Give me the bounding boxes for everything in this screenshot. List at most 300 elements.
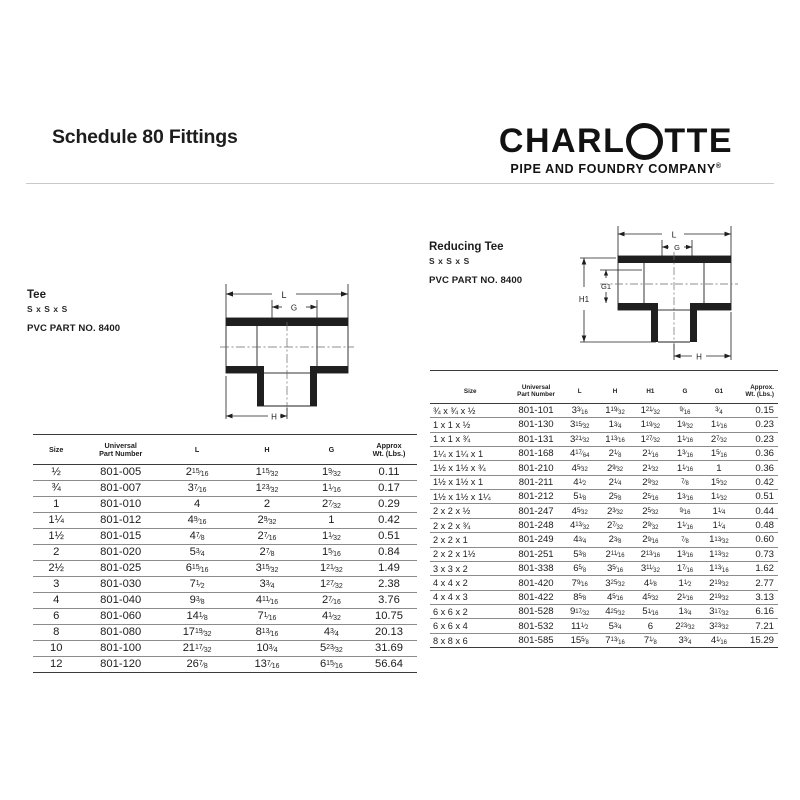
cell-g1: 219⁄32 bbox=[702, 590, 737, 604]
cell-h: 713⁄16 bbox=[598, 633, 633, 647]
cell-h: 21⁄8 bbox=[598, 446, 633, 460]
cell-g1: 15⁄32 bbox=[702, 475, 737, 489]
cell-wt: 0.36 bbox=[736, 461, 778, 475]
cell-size: 8 x 8 x 6 bbox=[430, 633, 510, 647]
cell-h: 425⁄32 bbox=[598, 605, 633, 619]
cell-h: 325⁄32 bbox=[598, 576, 633, 590]
cell-h: 27⁄16 bbox=[232, 528, 302, 544]
cell-g: 7⁄8 bbox=[668, 475, 701, 489]
reducing-tee-table-body bbox=[430, 403, 778, 647]
col-header-weight bbox=[361, 438, 417, 464]
cell-part_number: 801-248 bbox=[510, 518, 561, 532]
cell-g: 19⁄32 bbox=[302, 464, 361, 480]
cell-l: 1719⁄32 bbox=[162, 624, 232, 640]
cell-wt: 3.13 bbox=[736, 590, 778, 604]
cell-l: 141⁄8 bbox=[162, 608, 232, 624]
cell-wt: 0.84 bbox=[361, 544, 417, 560]
table-row bbox=[430, 403, 778, 417]
cell-h: 2 bbox=[232, 496, 302, 512]
logo-subtitle bbox=[471, 162, 761, 176]
table-header-row bbox=[430, 381, 778, 403]
col-header-l: L bbox=[194, 445, 200, 455]
cell-g: 17⁄16 bbox=[668, 561, 701, 575]
cell-g1: 11⁄4 bbox=[702, 518, 737, 532]
cell-part_number: 801-247 bbox=[510, 504, 561, 518]
cell-size: 1 x 1 x ¾ bbox=[430, 432, 510, 446]
col-header-line1: Approx. bbox=[750, 384, 774, 391]
col-header-g: G bbox=[328, 445, 335, 455]
product-name: Tee bbox=[27, 289, 46, 301]
cell-h1: 127⁄32 bbox=[632, 432, 668, 446]
cell-size: 1 x 1 x ½ bbox=[430, 418, 510, 432]
cell-part_number: 801-212 bbox=[510, 490, 561, 504]
cell-h: 23⁄32 bbox=[598, 504, 633, 518]
cell-l: 615⁄16 bbox=[162, 560, 232, 576]
cell-g: 9⁄16 bbox=[668, 504, 701, 518]
cell-h: 71⁄16 bbox=[232, 608, 302, 624]
dimension-label-G: G bbox=[674, 243, 680, 252]
dimension-label-G: G bbox=[290, 303, 298, 313]
cell-part_number: 801-007 bbox=[79, 480, 162, 496]
cell-g1: 3⁄4 bbox=[702, 403, 737, 417]
cell-l: 85⁄8 bbox=[562, 590, 598, 604]
cell-h1: 25⁄32 bbox=[632, 504, 668, 518]
cell-h1: 29⁄32 bbox=[632, 518, 668, 532]
col-header-part-number bbox=[79, 438, 162, 464]
cell-wt: 6.16 bbox=[736, 605, 778, 619]
table-row bbox=[430, 461, 778, 475]
cell-g: 11⁄2 bbox=[668, 576, 701, 590]
cell-part_number: 801-012 bbox=[79, 512, 162, 528]
charlotte-pipe-logo bbox=[471, 122, 761, 176]
cell-h1: 6 bbox=[632, 619, 668, 633]
table-row bbox=[430, 633, 778, 647]
product-connection: S x S x S bbox=[27, 304, 68, 315]
cell-wt: 10.75 bbox=[361, 608, 417, 624]
tee-table-body bbox=[33, 464, 417, 672]
cell-part_number: 801-040 bbox=[79, 592, 162, 608]
table-row bbox=[33, 608, 417, 624]
col-header-part-number bbox=[510, 381, 561, 403]
cell-size: 1 bbox=[33, 496, 79, 512]
cell-wt: 7.21 bbox=[736, 619, 778, 633]
dimension-label-H1: H1 bbox=[578, 295, 590, 304]
cell-g1: 41⁄16 bbox=[702, 633, 737, 647]
cell-wt: 0.17 bbox=[361, 480, 417, 496]
cell-l: 4 bbox=[162, 496, 232, 512]
tee-cross-section-diagram bbox=[216, 276, 401, 431]
table-row bbox=[33, 496, 417, 512]
cell-size: 6 bbox=[33, 608, 79, 624]
table-header-row bbox=[33, 438, 417, 464]
cell-part_number: 801-015 bbox=[79, 528, 162, 544]
cell-wt: 1.49 bbox=[361, 560, 417, 576]
table-row bbox=[430, 533, 778, 547]
dimension-label-H: H bbox=[696, 352, 702, 362]
cell-g: 9⁄16 bbox=[668, 403, 701, 417]
cell-g1: 27⁄32 bbox=[702, 432, 737, 446]
table-row bbox=[33, 512, 417, 528]
cell-size: 3 x 3 x 2 bbox=[430, 561, 510, 575]
cell-g: 11⁄16 bbox=[668, 432, 701, 446]
reducing-tee-spec-table bbox=[430, 370, 778, 648]
cell-h: 23⁄8 bbox=[598, 533, 633, 547]
cell-g: 13⁄16 bbox=[668, 547, 701, 561]
table-row bbox=[33, 544, 417, 560]
cell-l: 43⁄4 bbox=[562, 533, 598, 547]
dimension-label-L: L bbox=[281, 290, 287, 300]
cell-h1: 51⁄16 bbox=[632, 605, 668, 619]
cell-g: 43⁄4 bbox=[302, 624, 361, 640]
cell-h: 315⁄32 bbox=[232, 560, 302, 576]
cell-h: 25⁄8 bbox=[598, 490, 633, 504]
cell-g1: 113⁄16 bbox=[702, 561, 737, 575]
cell-part_number: 801-420 bbox=[510, 576, 561, 590]
cell-size: 4 bbox=[33, 592, 79, 608]
logo-subtitle-text: PIPE AND FOUNDRY COMPANY bbox=[510, 162, 716, 176]
cell-h: 119⁄32 bbox=[598, 403, 633, 417]
cell-h: 35⁄16 bbox=[598, 561, 633, 575]
cell-h: 211⁄16 bbox=[598, 547, 633, 561]
cell-h1: 213⁄16 bbox=[632, 547, 668, 561]
cell-l: 53⁄4 bbox=[162, 544, 232, 560]
cell-l: 215⁄16 bbox=[162, 464, 232, 480]
cell-wt: 0.48 bbox=[736, 518, 778, 532]
cell-size: 6 x 6 x 2 bbox=[430, 605, 510, 619]
cell-part_number: 801-025 bbox=[79, 560, 162, 576]
cell-h1: 121⁄32 bbox=[632, 403, 668, 417]
cell-g1: 323⁄32 bbox=[702, 619, 737, 633]
cell-wt: 20.13 bbox=[361, 624, 417, 640]
cell-g1: 11⁄16 bbox=[702, 418, 737, 432]
cell-l: 315⁄32 bbox=[562, 418, 598, 432]
cell-size: 4 x 4 x 2 bbox=[430, 576, 510, 590]
product-name: Reducing Tee bbox=[429, 241, 504, 253]
cell-g: 11⁄32 bbox=[302, 528, 361, 544]
col-header-line1: Universal bbox=[104, 441, 137, 450]
cell-part_number: 801-249 bbox=[510, 533, 561, 547]
cell-part_number: 801-010 bbox=[79, 496, 162, 512]
cell-size: 1½ x 1½ x ¾ bbox=[430, 461, 510, 475]
cell-size: 2 x 2 x 1½ bbox=[430, 547, 510, 561]
cell-l: 37⁄16 bbox=[162, 480, 232, 496]
cell-wt: 0.11 bbox=[361, 464, 417, 480]
registered-mark-icon: ® bbox=[715, 162, 722, 170]
cell-h: 27⁄8 bbox=[232, 544, 302, 560]
cell-part_number: 801-005 bbox=[79, 464, 162, 480]
cell-l: 45⁄32 bbox=[562, 504, 598, 518]
table-row bbox=[33, 592, 417, 608]
cell-size: 1½ x 1½ x 1¼ bbox=[430, 490, 510, 504]
cell-l: 155⁄8 bbox=[562, 633, 598, 647]
cell-h: 813⁄16 bbox=[232, 624, 302, 640]
cell-wt: 0.36 bbox=[736, 446, 778, 460]
cell-h: 21⁄4 bbox=[598, 475, 633, 489]
cell-g: 1 bbox=[302, 512, 361, 528]
cell-part_number: 801-080 bbox=[79, 624, 162, 640]
cell-size: 6 x 6 x 4 bbox=[430, 619, 510, 633]
cell-part_number: 801-100 bbox=[79, 640, 162, 656]
cell-h: 53⁄4 bbox=[598, 619, 633, 633]
cell-g: 13⁄16 bbox=[668, 446, 701, 460]
cell-g: 21⁄16 bbox=[668, 590, 701, 604]
cell-l: 93⁄8 bbox=[162, 592, 232, 608]
col-header-line1: Approx bbox=[376, 441, 402, 450]
cell-h: 123⁄32 bbox=[232, 480, 302, 496]
col-header-size: Size bbox=[49, 445, 64, 455]
table-row bbox=[430, 590, 778, 604]
col-header-line2: Part Number bbox=[517, 391, 555, 399]
cell-size: 1¼ x 1¼ x 1 bbox=[430, 446, 510, 460]
cell-l: 51⁄8 bbox=[562, 490, 598, 504]
cell-size: 2 bbox=[33, 544, 79, 560]
cell-g: 615⁄16 bbox=[302, 656, 361, 672]
logo-word-part2: TTE bbox=[664, 121, 734, 160]
cell-wt: 0.23 bbox=[736, 432, 778, 446]
col-header-line1: Universal bbox=[521, 384, 551, 391]
cell-size: ½ bbox=[33, 464, 79, 480]
cell-g: 33⁄4 bbox=[668, 633, 701, 647]
cell-l: 49⁄16 bbox=[162, 512, 232, 528]
cell-l: 65⁄8 bbox=[562, 561, 598, 575]
cell-l: 47⁄8 bbox=[162, 528, 232, 544]
table-row bbox=[430, 475, 778, 489]
cell-l: 111⁄2 bbox=[562, 619, 598, 633]
cell-h1: 21⁄16 bbox=[632, 446, 668, 460]
cell-l: 45⁄32 bbox=[562, 461, 598, 475]
logo-word-part1: CHARL bbox=[498, 121, 626, 160]
cell-wt: 0.44 bbox=[736, 504, 778, 518]
table-row bbox=[33, 480, 417, 496]
cell-g: 523⁄32 bbox=[302, 640, 361, 656]
product-connection: S x S x S bbox=[429, 256, 470, 267]
cell-h1: 311⁄32 bbox=[632, 561, 668, 575]
cell-wt: 0.73 bbox=[736, 547, 778, 561]
cell-l: 267⁄8 bbox=[162, 656, 232, 672]
table-row bbox=[33, 640, 417, 656]
cell-g1: 113⁄32 bbox=[702, 533, 737, 547]
cell-part_number: 801-210 bbox=[510, 461, 561, 475]
cell-l: 321⁄32 bbox=[562, 432, 598, 446]
col-header-g: G bbox=[682, 387, 688, 395]
table-row bbox=[430, 446, 778, 460]
product-label-reducing-tee bbox=[429, 240, 522, 286]
cell-size: 2 x 2 x ¾ bbox=[430, 518, 510, 532]
cell-wt: 0.15 bbox=[736, 403, 778, 417]
cell-h: 13⁄4 bbox=[598, 418, 633, 432]
cell-l: 53⁄8 bbox=[562, 547, 598, 561]
cell-wt: 56.64 bbox=[361, 656, 417, 672]
logo-ring-o-icon bbox=[626, 123, 663, 160]
cell-size: 4 x 4 x 3 bbox=[430, 590, 510, 604]
table-row bbox=[33, 576, 417, 592]
cell-wt: 31.69 bbox=[361, 640, 417, 656]
col-header-h: H bbox=[264, 445, 270, 455]
header-divider bbox=[26, 183, 774, 184]
cell-wt: 0.42 bbox=[361, 512, 417, 528]
cell-size: 2½ bbox=[33, 560, 79, 576]
cell-g1: 11⁄4 bbox=[702, 504, 737, 518]
table-row bbox=[430, 561, 778, 575]
table-top-rule bbox=[430, 371, 778, 382]
cell-size: 1½ bbox=[33, 528, 79, 544]
cell-size: 10 bbox=[33, 640, 79, 656]
cell-g: 7⁄8 bbox=[668, 533, 701, 547]
cell-l: 413⁄32 bbox=[562, 518, 598, 532]
cell-l: 33⁄16 bbox=[562, 403, 598, 417]
cell-h1: 29⁄32 bbox=[632, 475, 668, 489]
col-header-weight bbox=[736, 381, 778, 403]
product-part-number: PVC PART NO. 8400 bbox=[27, 323, 121, 335]
cell-part_number: 801-532 bbox=[510, 619, 561, 633]
cell-g: 41⁄32 bbox=[302, 608, 361, 624]
cell-g: 11⁄16 bbox=[302, 480, 361, 496]
cell-part_number: 801-338 bbox=[510, 561, 561, 575]
cell-part_number: 801-130 bbox=[510, 418, 561, 432]
cell-l: 417⁄64 bbox=[562, 446, 598, 460]
cell-part_number: 801-251 bbox=[510, 547, 561, 561]
cell-part_number: 801-131 bbox=[510, 432, 561, 446]
cell-h: 103⁄4 bbox=[232, 640, 302, 656]
cell-part_number: 801-168 bbox=[510, 446, 561, 460]
cell-g1: 15⁄16 bbox=[702, 446, 737, 460]
cell-part_number: 801-120 bbox=[79, 656, 162, 672]
cell-l: 41⁄2 bbox=[562, 475, 598, 489]
table-row bbox=[430, 490, 778, 504]
table-row bbox=[33, 656, 417, 672]
cell-g: 13⁄4 bbox=[668, 605, 701, 619]
cell-g: 11⁄16 bbox=[668, 518, 701, 532]
cell-h1: 25⁄16 bbox=[632, 490, 668, 504]
cell-wt: 15.29 bbox=[736, 633, 778, 647]
cell-h: 29⁄32 bbox=[598, 461, 633, 475]
cell-size: 1¼ bbox=[33, 512, 79, 528]
product-label-tee bbox=[27, 288, 120, 334]
cell-wt: 2.77 bbox=[736, 576, 778, 590]
logo-wordmark bbox=[471, 122, 761, 159]
cell-size: 2 x 2 x ½ bbox=[430, 504, 510, 518]
cell-g1: 317⁄32 bbox=[702, 605, 737, 619]
cell-h1: 29⁄16 bbox=[632, 533, 668, 547]
cell-h1: 45⁄32 bbox=[632, 590, 668, 604]
cell-part_number: 801-030 bbox=[79, 576, 162, 592]
product-part-number: PVC PART NO. 8400 bbox=[429, 275, 523, 287]
cell-part_number: 801-101 bbox=[510, 403, 561, 417]
cell-part_number: 801-422 bbox=[510, 590, 561, 604]
cell-size: 3 bbox=[33, 576, 79, 592]
cell-g: 127⁄32 bbox=[302, 576, 361, 592]
cell-g: 11⁄16 bbox=[668, 461, 701, 475]
reducing-tee-cross-section-diagram bbox=[570, 222, 770, 369]
cell-part_number: 801-020 bbox=[79, 544, 162, 560]
dimension-label-L: L bbox=[671, 229, 677, 240]
table-row bbox=[33, 464, 417, 480]
cell-wt: 0.29 bbox=[361, 496, 417, 512]
cell-l: 79⁄16 bbox=[562, 576, 598, 590]
cell-wt: 3.76 bbox=[361, 592, 417, 608]
cell-size: ¾ bbox=[33, 480, 79, 496]
table-row bbox=[33, 528, 417, 544]
cell-size: 8 bbox=[33, 624, 79, 640]
table-row bbox=[430, 605, 778, 619]
table-row bbox=[430, 504, 778, 518]
page-title: Schedule 80 Fittings bbox=[52, 126, 238, 148]
table-row bbox=[430, 418, 778, 432]
table-row bbox=[430, 518, 778, 532]
tee-spec-table bbox=[33, 434, 417, 673]
cell-part_number: 801-528 bbox=[510, 605, 561, 619]
cell-wt: 0.60 bbox=[736, 533, 778, 547]
table-row bbox=[430, 432, 778, 446]
cell-g: 19⁄32 bbox=[668, 418, 701, 432]
cell-g1: 1 bbox=[702, 461, 737, 475]
cell-h: 33⁄4 bbox=[232, 576, 302, 592]
dimension-label-H: H bbox=[271, 412, 277, 422]
cell-l: 917⁄32 bbox=[562, 605, 598, 619]
cell-size: 1½ x 1½ x 1 bbox=[430, 475, 510, 489]
table-row bbox=[430, 619, 778, 633]
cell-h: 115⁄32 bbox=[232, 464, 302, 480]
cell-g: 15⁄16 bbox=[302, 544, 361, 560]
col-header-line2: Wt. (Lbs.) bbox=[372, 449, 406, 459]
cell-part_number: 801-585 bbox=[510, 633, 561, 647]
cell-l: 71⁄2 bbox=[162, 576, 232, 592]
cell-g: 27⁄16 bbox=[302, 592, 361, 608]
cell-part_number: 801-060 bbox=[79, 608, 162, 624]
cell-size: 2 x 2 x 1 bbox=[430, 533, 510, 547]
cell-g: 121⁄32 bbox=[302, 560, 361, 576]
cell-g: 223⁄32 bbox=[668, 619, 701, 633]
cell-wt: 0.51 bbox=[736, 490, 778, 504]
cell-h: 137⁄16 bbox=[232, 656, 302, 672]
table-row bbox=[33, 560, 417, 576]
cell-h: 411⁄16 bbox=[232, 592, 302, 608]
cell-wt: 1.62 bbox=[736, 561, 778, 575]
table-row bbox=[430, 576, 778, 590]
col-header-g1: G1 bbox=[714, 387, 724, 395]
cell-g: 13⁄16 bbox=[668, 490, 701, 504]
cell-h1: 41⁄8 bbox=[632, 576, 668, 590]
cell-wt: 0.51 bbox=[361, 528, 417, 544]
col-header-size: Size bbox=[463, 387, 477, 395]
cell-h: 113⁄16 bbox=[598, 432, 633, 446]
cell-h1: 71⁄8 bbox=[632, 633, 668, 647]
cell-h: 29⁄32 bbox=[232, 512, 302, 528]
col-header-line2: Wt. (Lbs.) bbox=[745, 391, 774, 399]
dimension-label-G1: G1 bbox=[600, 282, 612, 291]
cell-wt: 0.42 bbox=[736, 475, 778, 489]
cell-wt: 2.38 bbox=[361, 576, 417, 592]
cell-h: 45⁄16 bbox=[598, 590, 633, 604]
cell-g1: 219⁄32 bbox=[702, 576, 737, 590]
table-row bbox=[430, 547, 778, 561]
cell-l: 2117⁄32 bbox=[162, 640, 232, 656]
cell-g1: 113⁄32 bbox=[702, 547, 737, 561]
cell-g1: 11⁄32 bbox=[702, 490, 737, 504]
cell-wt: 0.23 bbox=[736, 418, 778, 432]
col-header-h: H bbox=[612, 387, 618, 395]
cell-part_number: 801-211 bbox=[510, 475, 561, 489]
cell-size: ¾ x ¾ x ½ bbox=[430, 403, 510, 417]
table-row bbox=[33, 624, 417, 640]
cell-h1: 21⁄32 bbox=[632, 461, 668, 475]
col-header-line2: Part Number bbox=[99, 449, 143, 459]
col-header-h1: H1 bbox=[646, 387, 655, 395]
cell-h1: 119⁄32 bbox=[632, 418, 668, 432]
cell-g: 27⁄32 bbox=[302, 496, 361, 512]
col-header-l: L bbox=[577, 387, 582, 395]
cell-size: 12 bbox=[33, 656, 79, 672]
